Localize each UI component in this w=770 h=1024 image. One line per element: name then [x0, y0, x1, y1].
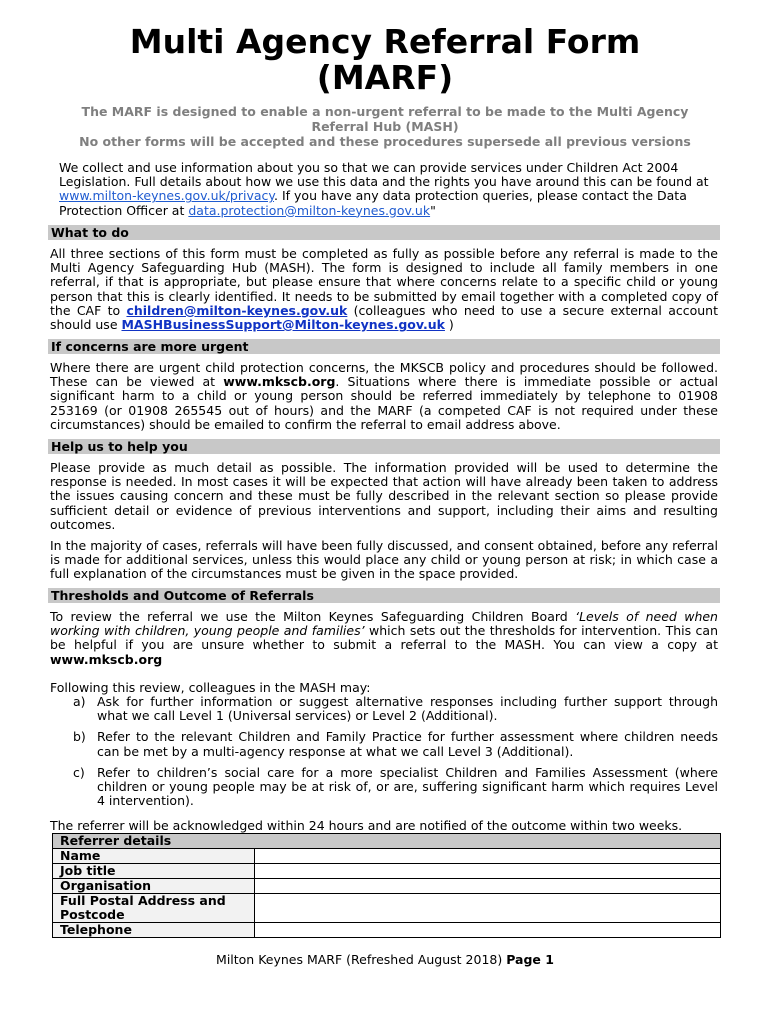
referrer-details-table [52, 833, 721, 938]
acknowledgement-text: The referrer will be acknowledged within 24 hours and are notified of the outcome within two weeks. [50, 818, 683, 833]
urgent-paragraph [50, 361, 718, 432]
field-label: Organisation [53, 879, 255, 894]
urgent-text-1: Where there are urgent child protection concerns, the MKSCB policy and procedures should be followed. These can be viewed at [50, 360, 718, 390]
list-item [50, 695, 718, 723]
page-title [0, 24, 770, 96]
help-paragraph-2: In the majority of cases, referrals will have been fully discussed, and consent obtained, before any referral is made for additional services, unless this would place any child or young person at risk; in which case a full explanation of the circumstances must be given in the space provided. [50, 538, 718, 582]
field-label: Full Postal Address and Postcode [53, 894, 255, 923]
list-item [50, 766, 718, 809]
what-to-do-text-3: ) [444, 317, 454, 333]
list-marker: b) [73, 729, 86, 745]
page-footer [0, 952, 770, 967]
section-heading-what-to-do: What to do [48, 225, 720, 240]
what-to-do-text-2: (colleagues who need to use a secure external account should use [50, 302, 719, 333]
what-to-do-text-1: All three sections of this form must be completed as fully as possible before any referral is made to the Multi Agency Safeguarding Hub (MASH). The form is designed to include all family members in one referral, if that is appropriate, but please ensure that where concerns relate to a specific child or young person that this is clearly identified. It needs to be submitted by email together with a completed copy of the CAF to [50, 246, 718, 318]
mash-email-link[interactable]: MASHBusinessSupport@Milton-keynes.gov.uk [121, 317, 445, 333]
footer-text: Milton Keynes MARF (Refreshed August 2018) [216, 952, 507, 967]
privacy-text-2: . If you have any data protection queries, please contact the Data Protection Officer at [59, 188, 687, 218]
table-row [53, 894, 721, 923]
urgent-text-2: . Situations where there is immediate possible or actual significant harm to a child or young person should be referred immediately by telephone to 01908 253169 (or 01908 265545 out of hours) and the MARF (a competed CAF is not required under these circumstances) should be emailed to confirm the referral to email address above. [50, 374, 718, 432]
what-to-do-paragraph [50, 247, 718, 332]
table-header-row [53, 834, 721, 849]
table-row [53, 923, 721, 938]
section-heading-thresholds: Thresholds and Outcome of Referrals [48, 588, 720, 603]
subtitle-line-2: No other forms will be accepted and these procedures supersede all previous versions [79, 134, 691, 149]
job-title-field[interactable] [255, 864, 721, 879]
title-line-1: Multi Agency Referral Form [129, 22, 641, 61]
list-item-text: Ask for further information or suggest alternative responses including further support through what we call Level 1 (Universal services) or Level 2 (Additional). [97, 694, 718, 724]
privacy-text-1: We collect and use information about you so that we can provide services under Children Act 2004 Legislation. Full details about how we use this data and the rights you have around this can be found at [59, 160, 709, 190]
referrer-details-heading: Referrer details [53, 834, 721, 849]
privacy-link[interactable]: www.milton-keynes.gov.uk/privacy [59, 188, 275, 204]
privacy-text-3: " [430, 202, 436, 218]
list-marker: a) [73, 694, 86, 709]
field-label: Job title [53, 864, 255, 879]
organisation-field[interactable] [255, 879, 721, 894]
telephone-field[interactable] [255, 923, 721, 938]
table-row [53, 849, 721, 864]
section-heading-urgent: If concerns are more urgent [48, 339, 720, 354]
title-line-2: (MARF) [316, 58, 454, 97]
levels-of-need-title: ‘Levels of need when working with children, young people and families’ [50, 609, 718, 639]
page-number: Page 1 [506, 952, 554, 967]
review-intro: Following this review, colleagues in the MASH may: [50, 680, 371, 695]
postal-address-field[interactable] [255, 894, 721, 923]
field-label: Telephone [53, 923, 255, 938]
help-paragraph-1: Please provide as much detail as possible. The information provided will be used to determine the response is needed. In most cases it will be expected that action will have already been taken to address the issues causing concern and these must be fully described in the relevant section so please provide sufficient detail or evidence of previous interventions and support, including their aims and resulting outcomes. [50, 460, 718, 532]
name-field[interactable] [255, 849, 721, 864]
thresholds-paragraph [50, 610, 718, 667]
section-heading-help: Help us to help you [48, 439, 720, 454]
privacy-notice [59, 161, 719, 218]
dpo-email-link[interactable]: data.protection@milton-keynes.gov.uk [188, 202, 431, 218]
mash-actions-list [50, 695, 718, 815]
thresholds-text-1: To review the referral we use the Milton Keynes Safeguarding Children Board [50, 609, 576, 624]
table-row [53, 879, 721, 894]
list-item-text: Refer to children’s social care for a more specialist Children and Families Assessment (where children or young people may be at risk of, or are, suffering significant harm which requires Level 4 intervention). [97, 764, 718, 809]
list-item-text: Refer to the relevant Children and Family Practice for further assessment where children needs can be met by a multi-agency response at what we call Level 3 (Additional). [97, 729, 718, 759]
list-marker: c) [73, 764, 85, 780]
children-email-link[interactable]: children@milton-keynes.gov.uk [126, 302, 348, 318]
thresholds-site: www.mkscb.org [50, 651, 163, 667]
thresholds-text-2: which sets out the thresholds for intervention. This can be helpful if you are unsure whether to submit a referral to the MASH. You can view a copy at [50, 623, 718, 653]
subtitle [60, 104, 710, 149]
table-row [53, 864, 721, 879]
list-item [50, 730, 718, 758]
field-label: Name [53, 849, 255, 864]
subtitle-line-1: The MARF is designed to enable a non-urgent referral to be made to the Multi Agency Referral Hub (MASH) [81, 104, 689, 134]
mkscb-site: www.mkscb.org [223, 374, 336, 390]
